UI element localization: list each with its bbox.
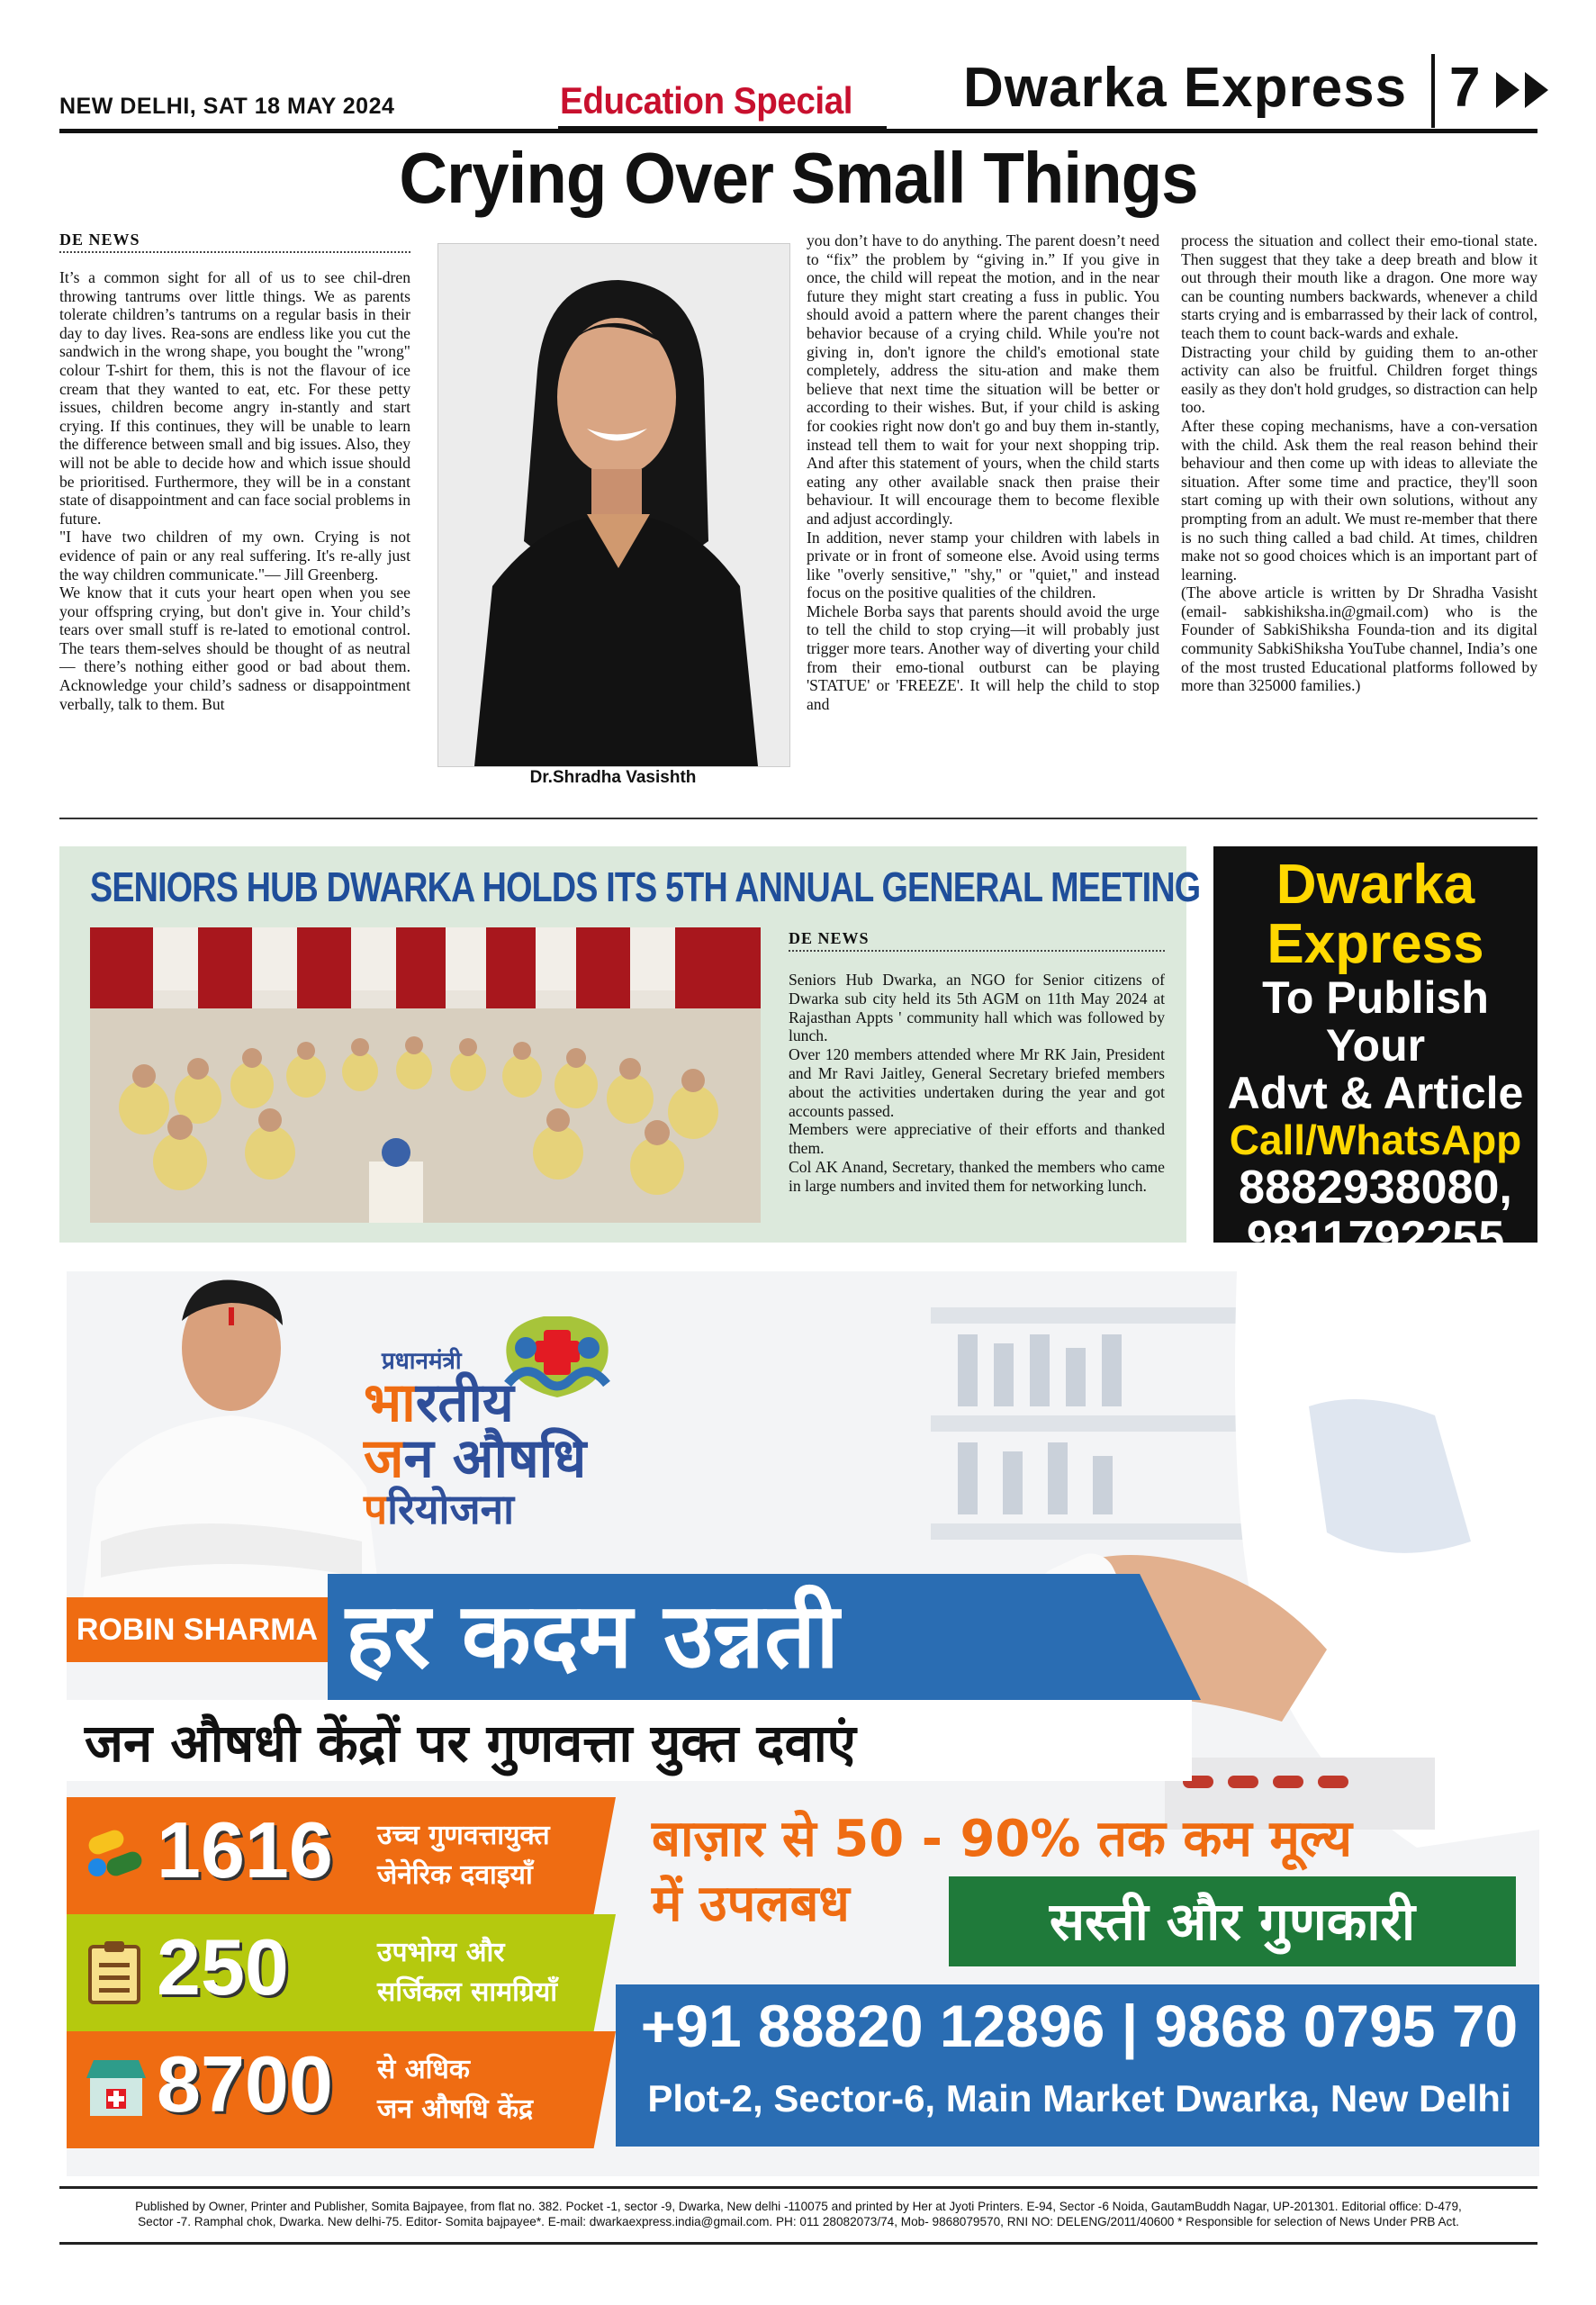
- section-title: Education Special: [560, 79, 853, 122]
- paragraph: In addition, never stamp your children with labels in private or in front of someone else. Avoid using terms like "overly sensitive," "shy," or "quiet," and instead focus on the positive qualities of the children.: [807, 528, 1159, 602]
- logo-line-pariyojana: [364, 1487, 514, 1532]
- paragraph: Col AK Anand, Secretary, thanked the members who came in large numbers and invited them for networking lunch.: [789, 1157, 1165, 1195]
- store-icon: [85, 2058, 148, 2118]
- paragraph: process the situation and collect their emo-tional state. Then suggest that they take a deep breath and blow it out through their mouth like a dragon. One more way can be counting numbers backwards, whenever a child starts crying and is embarrassed by their lack of control, teach them to count back-wards and exhale.: [1181, 231, 1537, 342]
- next-page-arrows-icon: [1496, 70, 1552, 110]
- advt-publish-line: To Publish Your: [1262, 972, 1489, 1071]
- stat-row-3: [67, 2031, 616, 2148]
- advt-paper-line2: Express: [1267, 913, 1484, 975]
- author-note: (The above article is written by Dr Shradha Vasisht (email- sabkishiksha.in@gmail.com) who is the Founder of SabkiShiksha Founda-tion and its digital community SabkiShiksha YouTube channel, India’s one of the most trusted Educational platforms followed by more than 325000 families.): [1181, 583, 1537, 695]
- meeting-hall-image: [90, 927, 761, 1223]
- edition-date: NEW DELHI, SAT 18 MAY 2024: [59, 94, 395, 119]
- pills-icon: [85, 1828, 148, 1882]
- subhead-text: जन औषधी केंद्रों पर गुणवत्ता युक्त दवाएं: [85, 1713, 856, 1774]
- article-column-4: [1181, 231, 1537, 695]
- author-portrait-image: [438, 244, 789, 766]
- masthead-divider: [1431, 54, 1435, 128]
- advt-article-line: Advt & Article: [1227, 1068, 1524, 1118]
- jan-aushadhi-advertisement: [67, 1271, 1539, 2176]
- logo-initial: प: [364, 1485, 388, 1533]
- footer-top-rule: [59, 2186, 1537, 2189]
- footer-bottom-rule: [59, 2242, 1537, 2245]
- masthead-rule: [59, 129, 1537, 133]
- paragraph: After these coping mechanisms, have a con-versation with the child. Ask them the real reason behind their behaviour and then come up with ideas to alleviate the situation. After some time and practice, they'll soon start coming up with their own solutions, without any prompting from an adult. We must re-member that there is no such thing called a bad child. At times, children make not so good choices which is an important part of learning.: [1181, 416, 1537, 583]
- photo-caption: Dr.Shradha Vasishth: [529, 768, 697, 787]
- article-column-3: [807, 231, 1159, 713]
- jan-aushadhi-logo: [337, 1307, 625, 1532]
- stat-label-line: जन औषधि केंद्र: [377, 2093, 534, 2125]
- logo-word: रतीय: [415, 1371, 514, 1434]
- slogan-text: हर कदम उन्नती: [346, 1583, 840, 1688]
- logo-initial: भा: [364, 1371, 416, 1434]
- stat-1-number: 1616: [157, 1805, 333, 1894]
- tagline-banner: सस्ती और गुणकारी: [949, 1876, 1516, 1966]
- paragraph: Seniors Hub Dwarka, an NGO for Senior citizens of Dwarka sub city held its 5th AGM on 11th May 2024 at Rajasthan Appts ' community hall which was followed by lunch.: [789, 971, 1165, 1045]
- logo-word: न औषधि: [403, 1427, 587, 1490]
- advt-call-line: Call/WhatsApp: [1229, 1116, 1522, 1163]
- stat-2-label: [377, 1933, 557, 2012]
- logo-word: रियोजना: [387, 1485, 515, 1533]
- agm-meeting-photo: [90, 927, 761, 1223]
- section-separator: [59, 818, 1537, 819]
- paragraph: We know that it cuts your heart open when you see your offspring crying, but don't give in. Your child’s tears over small stuff is re-lated to emotional control. The tears them-selves should be thought of as neutral — there’s nothing either good or bad about them. Acknowledge your child’s sadness or disappointment verbally, talk to them. But: [59, 583, 410, 713]
- offer-line-2: में उपलबध: [652, 1875, 850, 1933]
- stat-label-line: से अधिक: [377, 2054, 470, 2085]
- stat-label-line: उपभोग्य और: [377, 1937, 505, 1968]
- paragraph: Michele Borba says that parents should avoid the urge to tell the child to stop crying—it will probably just trigger more tears. Another way of diverting your child from their emo-tional outburst can be playing 'STATUE' or 'FREEZE'. It will help the child to stop and: [807, 601, 1159, 713]
- stat-label-line: जेनेरिक दवाइयाँ: [377, 1859, 533, 1891]
- page-number: 7: [1449, 57, 1481, 119]
- stat-3-label: [377, 2050, 533, 2129]
- clipboard-icon: [86, 1939, 142, 2004]
- logo-line-jan-aushadhi: [364, 1427, 587, 1490]
- article-byline: DE NEWS: [59, 230, 140, 249]
- author-photo: [437, 243, 790, 767]
- paragraph: Distracting your child by guiding them to an-other activity can also be fruitful. Children forget things easily as they don't hold grudges, so distraction can help too.: [1181, 342, 1538, 417]
- seniors-byline: DE NEWS: [789, 929, 870, 947]
- stat-label-line: सर्जिकल सामग्रियाँ: [377, 1976, 557, 2008]
- stat-label-line: उच्च गुणवत्तायुक्त: [377, 1820, 550, 1851]
- seniors-hub-headline: SENIORS HUB DWARKA HOLDS ITS 5TH ANNUAL GENERAL MEETING: [90, 863, 1201, 910]
- paragraph: Over 120 members attended where Mr RK Jain, President and Mr Ravi Jaitley, General Secretary briefed members about the activities undertaken during the year and got accounts passed.: [789, 1045, 1165, 1120]
- imprint-line-1: Published by Owner, Printer and Publisher, Somita Bajpayee, from flat no. 382. Pocket -1, sector -9, Dwarka, New delhi -110075 and printed by Her at Jyoti Printers. E-94, Sector -6 Noida, GautamBuddh Nagar, UP-201301. Editorial office: D-479,: [135, 2200, 1462, 2213]
- advt-phone-2: 9811792255: [1246, 1212, 1505, 1264]
- advt-paper-line1: Dwarka: [1276, 854, 1475, 916]
- stat-1-label: [377, 1816, 550, 1895]
- advertise-with-us-box: [1213, 846, 1537, 1264]
- stat-2-number: 250: [157, 1922, 289, 2011]
- imprint-line-2: Sector -7. Ramphal chok, Dwarka. New delhi-75. Editor- Somita bajpayee*. E-mail: dwarkaexpress.india@gmail.com. PH: 011 28082073/74, Mob- 9868079570, RNI NO: DELENG/2011/40600 * Responsible for selection of News Under PRB Act.: [138, 2215, 1459, 2228]
- article-column-1: [59, 268, 410, 713]
- seniors-hub-text: [789, 971, 1165, 1196]
- paragraph: you don’t have to do anything. The parent doesn’t need to “fix” the problem by “giving in.” If you give in once, the child will repeat the motion, and in the near future they might start creating a fuss in public. You should avoid a pattern where the parent changes their behavior because of a crying child. While you're not giving in, don't ignore the child's emotional state completely, address the situ-ation and make them believe that next time the situation will be better or according to their wishes. But, if your child is asking for cookies right now don't go and buy them in-stantly, instead tell them to wait for your next shopping trip. And after this statement of yours, when the child starts eating any other available snack then praise their behaviour. It will encourage them to become flexible and adjust accordingly.: [807, 231, 1159, 528]
- paragraph: It’s a common sight for all of us to see chil-dren throwing tantrums over little things. We as parents tolerate children’s tantrums on a regular basis in their day to day lives. Rea-sons are endless like you cut the sandwich in the wrong shape, you bought the "wrong" colour T-shirt for them, this is not the flavour of ice cream that they wanted to eat, etc. For these petty issues, children become angry in-stantly and start crying. If this continues, they will be unable to learn the difference between small and big issues. Also, they will not be able to decide how and which issue should be prioritised. Furthermore, they will be in a constant state of disappointment and can face social problems in future.: [59, 268, 410, 528]
- contact-address: Plot-2, Sector-6, Main Market Dwarka, New Delhi: [647, 2077, 1511, 2120]
- logo-initial: ज: [364, 1427, 404, 1490]
- paragraph: Members were appreciative of their efforts and thanked them.: [789, 1120, 1165, 1158]
- newspaper-name: Dwarka Express: [963, 57, 1408, 119]
- name-tag: ROBIN SHARMA: [67, 1597, 328, 1662]
- article-headline: Crying Over Small Things: [399, 138, 1198, 218]
- imprint-line: [59, 2199, 1537, 2229]
- seniors-byline-rule: [789, 950, 1165, 952]
- logo-line-bharatiya: [364, 1371, 514, 1434]
- contact-phone: +91 88820 12896 | 9868 0795 70: [640, 1993, 1519, 2059]
- logo-pradhanmantri: प्रधानमंत्री: [382, 1348, 462, 1375]
- advt-phone-1: 8882938080,: [1239, 1162, 1512, 1214]
- stat-3-number: 8700: [157, 2039, 333, 2129]
- offer-line-1: बाज़ार से 50 - 90% तक कम मूल्य: [652, 1810, 1352, 1868]
- byline-rule: [59, 251, 410, 253]
- quote-paragraph: "I have two children of my own. Crying is not evidence of pain or any real suffering. It's re-ally just the way children communicate."— Jill Greenberg.: [59, 528, 410, 583]
